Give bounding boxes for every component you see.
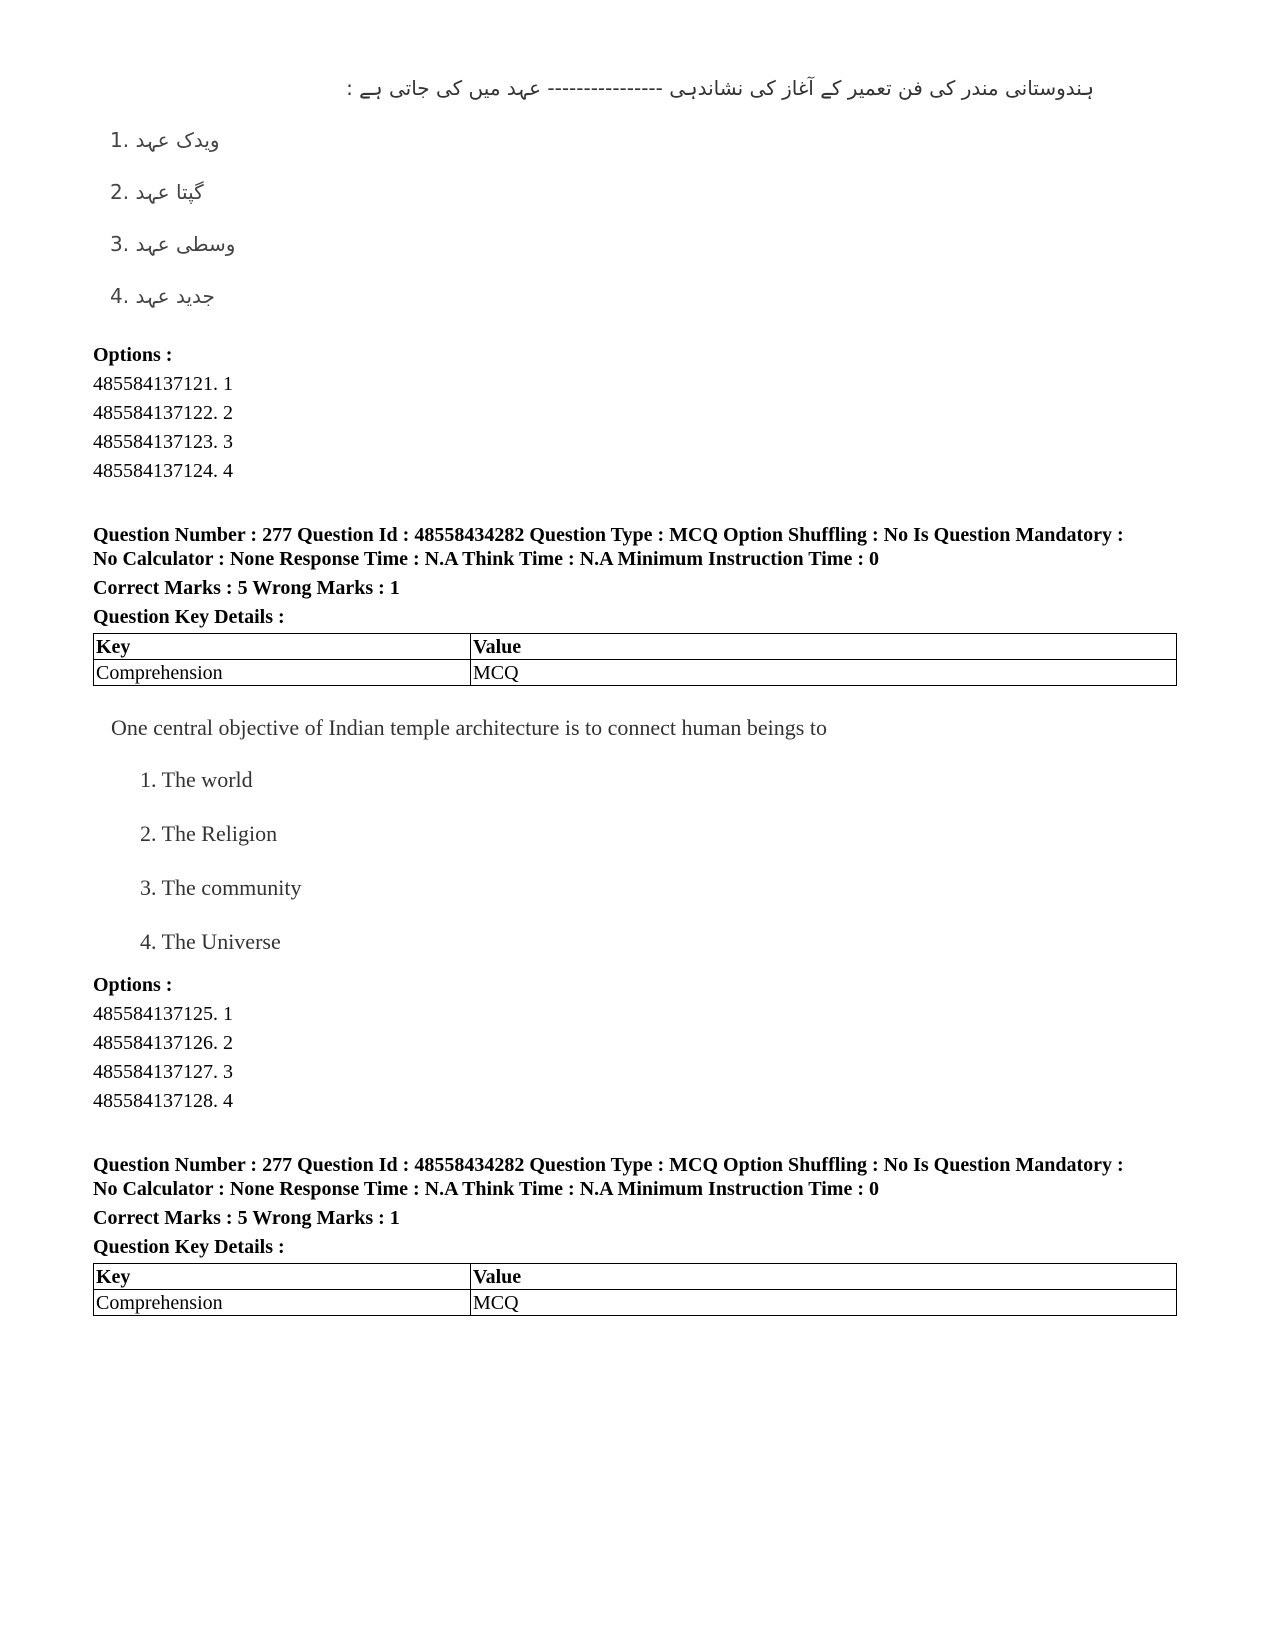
urdu-question-text: ہندوستانی مندر کی فن تعمیر کے آغاز کی نشاندہی ---------------- عہد میں کی جاتی ہے : — [346, 76, 1094, 100]
table-cell-value: MCQ — [471, 660, 1177, 686]
table-head-key: Key — [94, 1264, 471, 1290]
question-meta-line2: No Calculator : None Response Time : N.A Think Time : N.A Minimum Instruction Time : 0 — [93, 548, 879, 570]
table-head-value: Value — [471, 634, 1177, 660]
key-details-label: Question Key Details : — [93, 606, 285, 628]
option-id-1: 485584137121. 1 — [93, 373, 233, 395]
options-label: Options : — [93, 344, 173, 366]
marks-line-2: Correct Marks : 5 Wrong Marks : 1 — [93, 1207, 400, 1229]
key-details-table-2 — [93, 1263, 1177, 1316]
english-question-text: One central objective of Indian temple architecture is to connect human beings to — [111, 715, 827, 740]
table-cell-key: Comprehension — [94, 660, 471, 686]
table-head-value: Value — [471, 1264, 1177, 1290]
marks-line: Correct Marks : 5 Wrong Marks : 1 — [93, 577, 400, 599]
option-id-5: 485584137125. 1 — [93, 1003, 233, 1025]
urdu-option-1: 1. ویدک عہد — [110, 128, 220, 152]
table-head-key: Key — [94, 634, 471, 660]
question-meta-line1-2: Question Number : 277 Question Id : 48558434282 Question Type : MCQ Option Shuffling : No Is Question Mandatory : — [93, 1154, 1124, 1176]
table-header-row — [94, 634, 1177, 660]
table-row — [94, 1290, 1177, 1316]
option-id-8: 485584137128. 4 — [93, 1090, 233, 1112]
key-details-table — [93, 633, 1177, 686]
english-option-2: 2. The Religion — [140, 821, 278, 846]
option-id-6: 485584137126. 2 — [93, 1032, 233, 1054]
english-option-1: 1. The world — [140, 767, 253, 792]
table-row — [94, 660, 1177, 686]
key-details-label-2: Question Key Details : — [93, 1236, 285, 1258]
option-id-7: 485584137127. 3 — [93, 1061, 233, 1083]
urdu-option-2: 2. گپتا عہد — [110, 180, 204, 204]
english-option-4: 4. The Universe — [140, 929, 281, 954]
urdu-option-4: 4. جدید عہد — [110, 284, 215, 308]
option-id-3: 485584137123. 3 — [93, 431, 233, 453]
table-header-row — [94, 1264, 1177, 1290]
urdu-option-3: 3. وسطی عہد — [110, 232, 236, 256]
options-label-2: Options : — [93, 974, 173, 996]
table-cell-value: MCQ — [471, 1290, 1177, 1316]
english-option-3: 3. The community — [140, 875, 302, 900]
option-id-4: 485584137124. 4 — [93, 460, 233, 482]
question-meta-line1: Question Number : 277 Question Id : 48558434282 Question Type : MCQ Option Shuffling : No Is Question Mandatory : — [93, 524, 1124, 546]
question-meta-line2-2: No Calculator : None Response Time : N.A Think Time : N.A Minimum Instruction Time : 0 — [93, 1178, 879, 1200]
option-id-2: 485584137122. 2 — [93, 402, 233, 424]
table-cell-key: Comprehension — [94, 1290, 471, 1316]
